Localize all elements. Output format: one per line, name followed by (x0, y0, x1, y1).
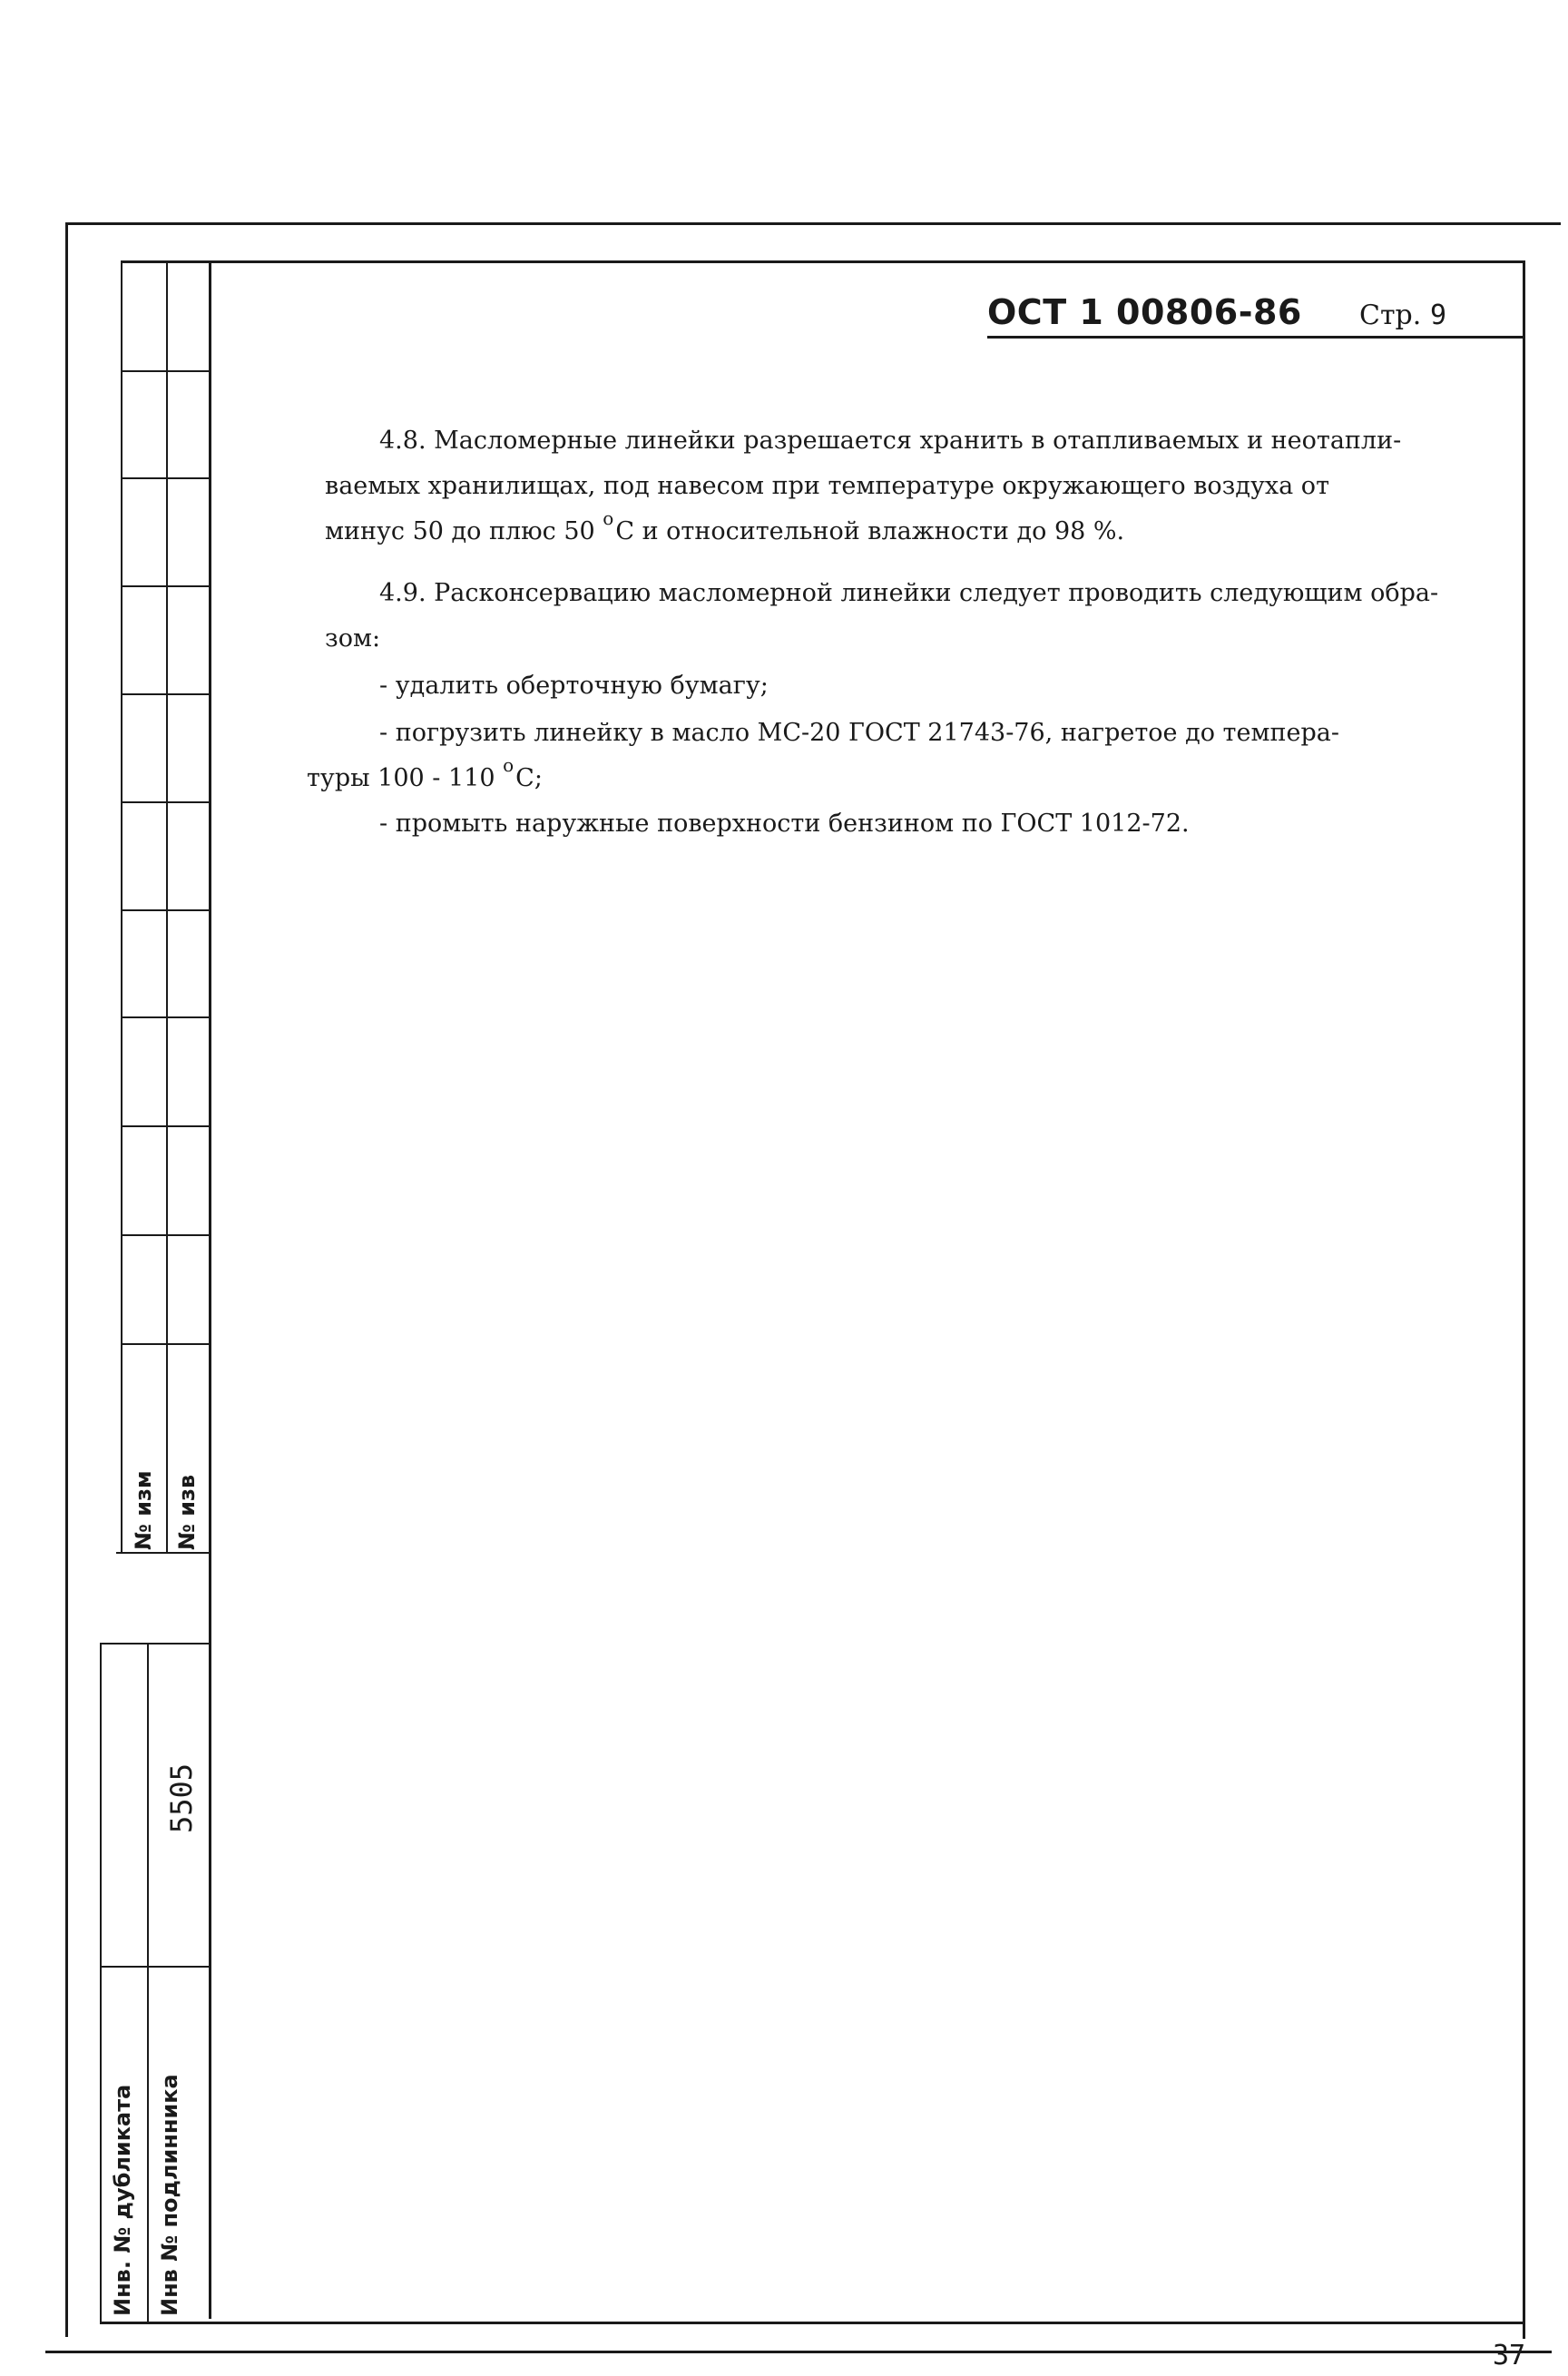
page-label: Стр. (1359, 299, 1422, 331)
stamp-row-line (121, 1016, 210, 1018)
paragraph-4-9-line2: зом: (325, 624, 381, 653)
label-inv-podlinnika: Инв № подлинника (157, 2074, 182, 2316)
stamp-lower-left-edge (100, 1643, 102, 2323)
paragraph-4-8-line2: ваемых хранилищах, под навесом при температуре окружающего воздуха от (325, 472, 1329, 500)
inv-number-value: 5505 (164, 1762, 199, 1833)
list-item-1: - удалить оберточную бумагу; (379, 672, 769, 700)
outer-frame-top (65, 222, 1561, 225)
list-item-3: - промыть наружные поверхности бензином по ГОСТ 1012-72. (379, 810, 1190, 838)
list-item-2-line1: - погрузить линейку в масло МС-20 ГОСТ 21743-76, нагретое до темпера- (379, 719, 1339, 747)
stamp-row-line (121, 1234, 210, 1236)
stamp-lower-mid-edge (147, 1643, 149, 2323)
stamp-upper-mid-edge (166, 260, 168, 1554)
label-no-izv: № изв (174, 1474, 200, 1550)
item2-line2-part2: С; (515, 764, 543, 792)
page-number: 9 (1430, 299, 1447, 331)
stamp-lower-divider (100, 1966, 211, 1968)
header-underline (987, 336, 1523, 339)
degree-symbol: о (603, 507, 614, 529)
paragraph-4-8-line3 (325, 507, 1125, 555)
label-inv-dublikata: Инв. № дубликата (110, 2084, 135, 2316)
stamp-lower-top (100, 1643, 211, 1645)
stamp-row-line (121, 370, 210, 372)
stamp-row-line (121, 1343, 210, 1345)
item2-line2-part1: туры 100 - 110 (307, 764, 504, 792)
p48-line3-part1: минус 50 до плюс 50 (325, 517, 603, 545)
stamp-upper-bottom (116, 1552, 211, 1554)
list-item-2-line2 (307, 754, 543, 801)
stamp-row-line (121, 801, 210, 803)
inner-frame-left (209, 260, 211, 2319)
inner-frame-bottom (100, 2322, 1525, 2324)
p48-line3-part2: С и относительной влажности до 98 %. (615, 517, 1125, 545)
paragraph-4-8-line1: 4.8. Масломерные линейки разрешается хранить в отапливаемых и неотапли- (379, 427, 1402, 455)
label-no-izm: № изм (131, 1470, 156, 1550)
stamp-row-line (121, 909, 210, 911)
inner-frame-top (121, 260, 1525, 263)
stamp-row-line (121, 585, 210, 587)
stamp-row-line (121, 1125, 210, 1127)
paragraph-4-9-line1: 4.9. Расконсервацию масломерной линейки следует проводить следующим обра- (379, 579, 1439, 607)
sheet-number: 37 (1493, 2340, 1526, 2371)
stamp-upper-left-edge (121, 260, 122, 1554)
inner-frame-right (1523, 260, 1525, 2339)
document-code: ОСТ 1 00806-86 (987, 292, 1302, 332)
stamp-row-line (121, 477, 210, 479)
stamp-row-line (121, 693, 210, 695)
outer-frame-bottom (45, 2351, 1552, 2353)
degree-symbol: о (503, 754, 514, 776)
outer-frame-left (65, 222, 68, 2337)
